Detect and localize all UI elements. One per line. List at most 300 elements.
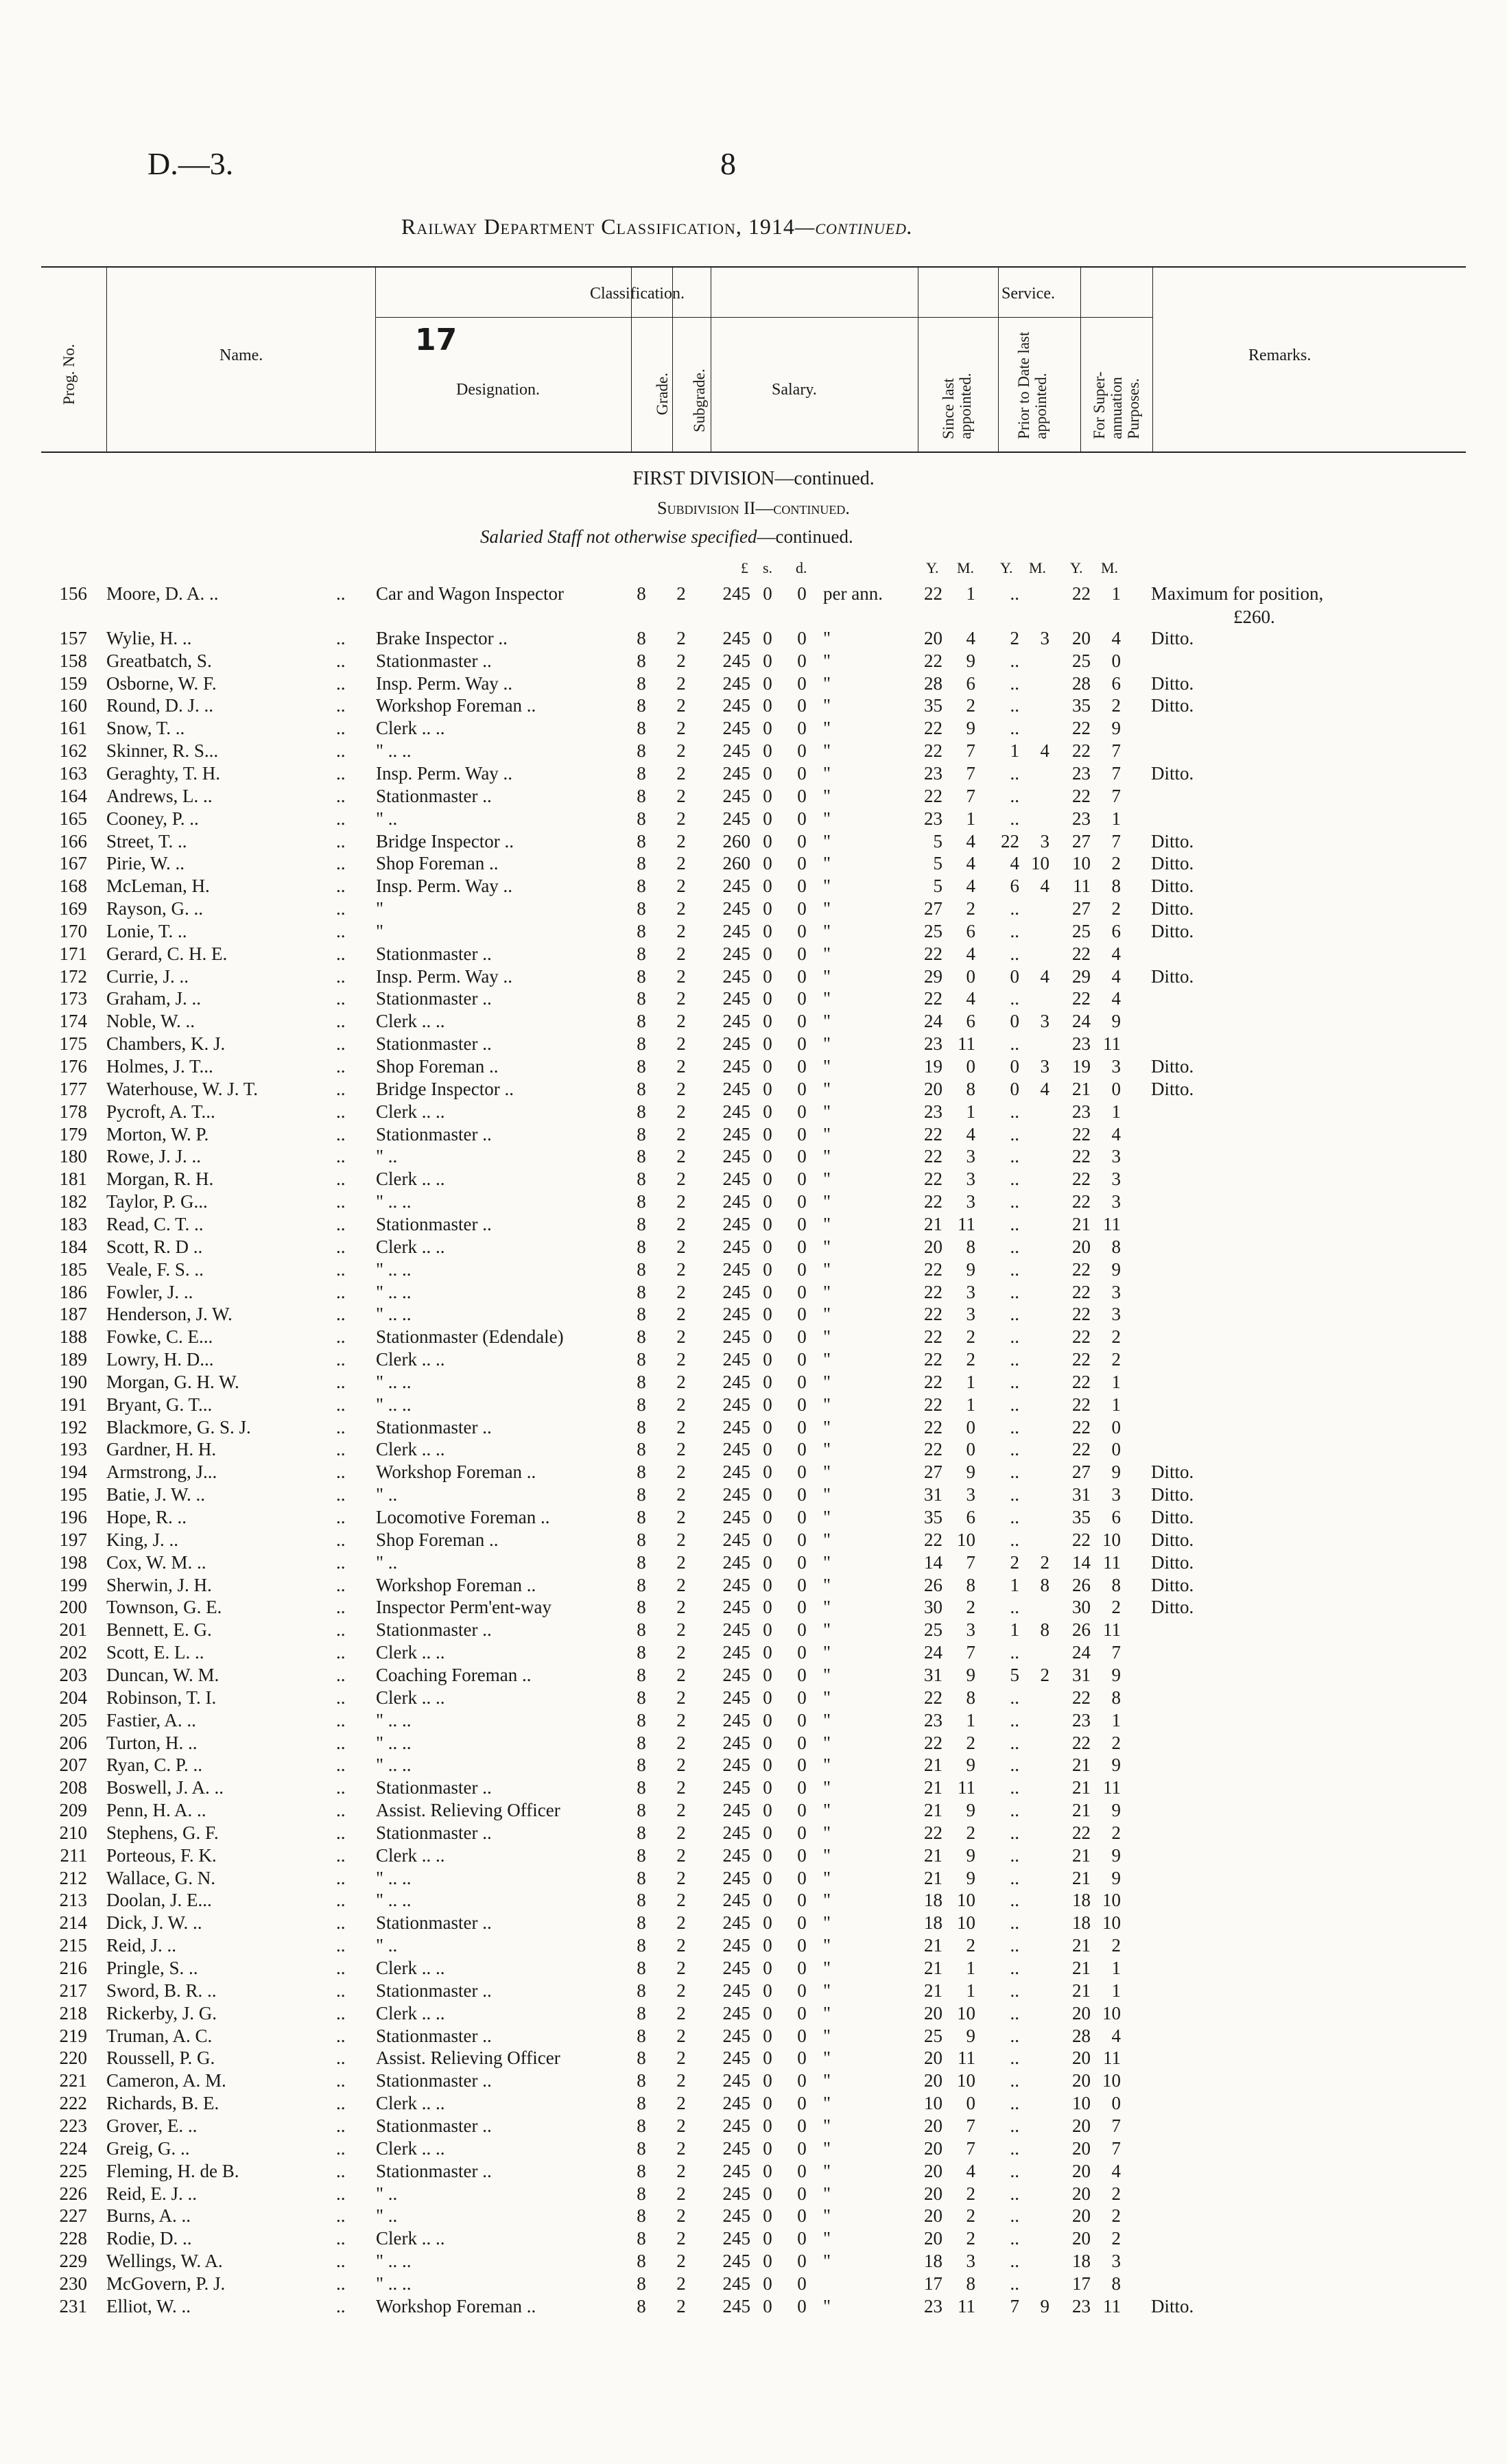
since-years-cell: 22	[924, 1439, 942, 1460]
since-years-cell: 23	[924, 2295, 942, 2316]
salary-pence-cell: 0	[797, 583, 807, 604]
super-months-cell: 10	[1102, 1529, 1121, 1550]
leader-dots-cell: ..	[336, 695, 346, 716]
grade-cell: 8	[637, 1416, 646, 1438]
name-cell: Gardner, H. H.	[106, 1439, 217, 1460]
subgrade-cell: 2	[676, 1777, 686, 1798]
since-years-cell: 20	[924, 2070, 942, 2091]
subdivision-heading: Subdivision II—continued.	[657, 498, 850, 518]
prog-no-cell: 191	[59, 1394, 87, 1415]
super-years-cell: 22	[1072, 1304, 1091, 1325]
prog-no-cell: 184	[59, 1236, 87, 1257]
super-months-cell: 1	[1111, 1958, 1121, 1978]
super-years-cell: 18	[1072, 1912, 1091, 1934]
grade-cell: 8	[637, 1258, 646, 1280]
since-years-cell: 22	[924, 1822, 942, 1843]
super-months-cell: 7	[1111, 1642, 1121, 1663]
divider	[998, 268, 999, 451]
leader-dots-cell: ..	[336, 1371, 346, 1392]
salary-pence-cell: 0	[797, 672, 807, 694]
designation-cell: Stationmaster ..	[376, 1912, 492, 1934]
subgrade-cell: 2	[676, 1800, 686, 1821]
super-years-cell: 26	[1072, 1619, 1091, 1641]
super-years-cell: 22	[1072, 1123, 1091, 1145]
super-years-cell: 21	[1072, 1800, 1091, 1821]
subgrade-cell: 2	[676, 1484, 686, 1505]
salary-period-cell: "	[823, 1146, 831, 1167]
prior-years-cell: ..	[1010, 1642, 1019, 1663]
since-months-cell: 1	[966, 583, 975, 604]
salary-shillings-cell: 0	[763, 1777, 772, 1798]
super-months-cell: 9	[1111, 1011, 1121, 1032]
prior-years-cell: 1	[1010, 1619, 1019, 1641]
prior-years-cell: 4	[1010, 853, 1019, 874]
prior-years-cell: 7	[1010, 2295, 1019, 2316]
prog-no-cell: 211	[60, 1844, 87, 1866]
subgrade-cell: 2	[676, 2115, 686, 2136]
prog-no-cell: 218	[59, 2002, 87, 2023]
leader-dots-cell: ..	[336, 1304, 346, 1325]
table-row	[0, 1844, 1507, 1867]
subgrade-cell: 2	[676, 1416, 686, 1438]
since-months-cell: 4	[966, 853, 975, 874]
table-header	[41, 266, 1466, 453]
grade-cell: 8	[637, 2048, 646, 2069]
subgrade-cell: 2	[676, 650, 686, 671]
grade-cell: 8	[637, 2228, 646, 2249]
name-cell: Turton, H. ..	[106, 1732, 198, 1753]
divider	[918, 317, 1152, 318]
salary-period-cell: "	[823, 1980, 831, 2001]
prog-no-cell: 181	[59, 1169, 87, 1190]
salary-pounds-cell: 245	[722, 2002, 750, 2023]
designation-cell: " ..	[376, 808, 398, 829]
title-main: Railway Department Classification, 1914	[401, 214, 795, 239]
super-years-cell: 22	[1072, 1281, 1091, 1302]
since-years-cell: 22	[924, 1732, 942, 1753]
since-years-cell: 22	[924, 1123, 942, 1145]
table-row	[0, 2091, 1507, 2115]
super-months-cell: 4	[1111, 627, 1121, 648]
table-row	[0, 2182, 1507, 2205]
prog-no-cell: 220	[59, 2048, 87, 2069]
salary-pounds-cell: 245	[722, 718, 750, 739]
subgrade-cell: 2	[676, 1326, 686, 1348]
table-row	[0, 1438, 1507, 1461]
prior-years-cell: ..	[1010, 2228, 1019, 2249]
since-years-cell: 22	[924, 1349, 942, 1370]
prior-years-cell: ..	[1010, 1732, 1019, 1753]
salary-pence-cell: 0	[797, 1597, 807, 1618]
prog-no-cell: 159	[59, 672, 87, 694]
since-months-cell: 9	[966, 1664, 975, 1685]
leader-dots-cell: ..	[336, 1507, 346, 1527]
prior-years-cell: ..	[1010, 695, 1019, 716]
super-months-cell: 8	[1111, 1236, 1121, 1257]
grade-cell: 8	[637, 1349, 646, 1370]
super-years-cell: 21	[1072, 1777, 1091, 1798]
table-row	[0, 1258, 1507, 1281]
salary-pence-cell: 0	[797, 1642, 807, 1663]
leader-dots-cell: ..	[336, 1281, 346, 1302]
salary-shillings-cell: 0	[763, 1732, 772, 1753]
grade-cell: 8	[637, 1709, 646, 1730]
super-months-cell: 4	[1111, 965, 1121, 987]
subgrade-cell: 2	[676, 1574, 686, 1595]
grade-cell: 8	[637, 1033, 646, 1055]
salary-pounds-cell: 245	[722, 1258, 750, 1280]
subgrade-cell: 2	[676, 1033, 686, 1055]
leader-dots-cell: ..	[336, 1709, 346, 1730]
salary-period-cell: "	[823, 965, 831, 987]
salary-shillings-cell: 0	[763, 785, 772, 806]
since-months-cell: 9	[966, 650, 975, 671]
salary-period-cell: "	[823, 2002, 831, 2023]
prior-years-cell: ..	[1010, 1416, 1019, 1438]
staff-heading-italic: Salaried Staff not otherwise specified	[480, 526, 757, 547]
salary-pounds-cell: 245	[722, 1281, 750, 1302]
leader-dots-cell: ..	[336, 740, 346, 762]
table-row	[0, 1460, 1507, 1483]
name-cell: Blackmore, G. S. J.	[106, 1416, 251, 1438]
since-years-cell: 27	[924, 1462, 942, 1483]
since-years-cell: 20	[924, 2002, 942, 2023]
designation-cell: Car and Wagon Inspector	[376, 583, 564, 604]
leader-dots-cell: ..	[336, 2115, 346, 2136]
name-cell: Armstrong, J...	[106, 1462, 217, 1483]
table-row	[0, 1280, 1507, 1304]
since-months-cell: 2	[966, 2183, 975, 2204]
super-years-cell: 22	[1072, 718, 1091, 739]
super-years-cell: 22	[1072, 1529, 1091, 1550]
salary-pounds-cell: 245	[722, 876, 750, 897]
prog-no-cell: 177	[59, 1078, 87, 1099]
leader-dots-cell: ..	[336, 1619, 346, 1641]
prog-no-cell: 165	[59, 808, 87, 829]
super-years-cell: 35	[1072, 695, 1091, 716]
since-years-cell: 20	[924, 1078, 942, 1099]
prog-no-cell: 195	[59, 1484, 87, 1505]
salary-pence-cell: 0	[797, 1484, 807, 1505]
subgrade-cell: 2	[676, 988, 686, 1009]
designation-cell: Shop Foreman ..	[376, 1529, 499, 1550]
subgrade-cell: 2	[676, 740, 686, 762]
subgrade-cell: 2	[676, 1011, 686, 1032]
leader-dots-cell: ..	[336, 1867, 346, 1888]
prog-no-cell: 225	[59, 2160, 87, 2181]
name-cell: Hope, R. ..	[106, 1507, 187, 1527]
table-row	[0, 1190, 1507, 1213]
salary-pence-cell: 0	[797, 2251, 807, 2272]
prog-no-cell: 216	[59, 1958, 87, 1978]
designation-cell: Stationmaster ..	[376, 1123, 492, 1145]
since-months-cell: 4	[966, 830, 975, 852]
table-row	[0, 830, 1507, 853]
grade-cell: 8	[637, 1326, 646, 1348]
salary-pence-cell: 0	[797, 988, 807, 1009]
salary-period-cell: "	[823, 2025, 831, 2046]
table-row	[0, 897, 1507, 920]
leader-dots-cell: ..	[336, 1394, 346, 1415]
salary-pence-cell: 0	[797, 1935, 807, 1956]
leader-dots-cell: ..	[336, 1439, 346, 1460]
super-years-cell: 22	[1072, 1169, 1091, 1190]
prior-years-cell: ..	[1010, 1439, 1019, 1460]
prior-years-cell: ..	[1010, 2273, 1019, 2294]
since-months-cell: 1	[966, 1394, 975, 1415]
salary-pounds-cell: 245	[722, 1980, 750, 2001]
salary-shillings-cell: 0	[763, 1169, 772, 1190]
designation-cell: Stationmaster ..	[376, 650, 492, 671]
leader-dots-cell: ..	[336, 830, 346, 852]
salary-period-cell: "	[823, 740, 831, 762]
grade-cell: 8	[637, 1191, 646, 1212]
prior-years-cell: ..	[1010, 920, 1019, 941]
prog-no-cell: 206	[59, 1732, 87, 1753]
salary-shillings-cell: 0	[763, 2025, 772, 2046]
super-months-cell: 6	[1111, 1507, 1121, 1527]
grade-cell: 8	[637, 1777, 646, 1798]
salary-period-cell: "	[823, 1912, 831, 1934]
since-years-cell: 35	[924, 695, 942, 716]
name-cell: Noble, W. ..	[106, 1011, 195, 1032]
since-months-cell: 7	[966, 2137, 975, 2159]
super-years-cell: 22	[1072, 1394, 1091, 1415]
super-months-cell: 2	[1111, 898, 1121, 919]
table-row	[0, 2114, 1507, 2137]
subgrade-cell: 2	[676, 627, 686, 648]
salary-pence-cell: 0	[797, 1732, 807, 1753]
since-months-cell: 7	[966, 2115, 975, 2136]
super-months-cell: 1	[1111, 808, 1121, 829]
leader-dots-cell: ..	[336, 1822, 346, 1843]
prog-no-cell: 171	[59, 943, 87, 964]
super-months-cell: 9	[1111, 1462, 1121, 1483]
table-row	[0, 1753, 1507, 1776]
super-months-cell: 10	[1102, 1912, 1121, 1934]
salary-pounds-cell: 245	[722, 1709, 750, 1730]
salary-period-cell: "	[823, 1462, 831, 1483]
salary-period-cell: "	[823, 876, 831, 897]
designation-cell: Insp. Perm. Way ..	[376, 965, 513, 987]
leader-dots-cell: ..	[336, 1755, 346, 1776]
since-months-cell: 8	[966, 1574, 975, 1595]
salary-pence-cell: 0	[797, 943, 807, 964]
salary-pence-cell: 0	[797, 762, 807, 784]
prior-years-cell: ..	[1010, 1484, 1019, 1505]
salary-pence-cell: 0	[797, 2160, 807, 2181]
since-months-cell: 9	[966, 2025, 975, 2046]
salary-shillings-cell: 0	[763, 830, 772, 852]
salary-shillings-cell: 0	[763, 2070, 772, 2091]
remarks-cell: Ditto.	[1151, 1078, 1194, 1099]
salary-pence-cell: 0	[797, 1416, 807, 1438]
super-years-cell: 14	[1072, 1551, 1091, 1573]
leader-dots-cell: ..	[336, 650, 346, 671]
prog-no-cell: 223	[59, 2115, 87, 2136]
grade-cell: 8	[637, 2093, 646, 2114]
salary-period-cell: "	[823, 1732, 831, 1753]
grade-cell: 8	[637, 1507, 646, 1527]
salary-pounds-cell: 245	[722, 2273, 750, 2294]
super-months-cell: 0	[1111, 650, 1121, 671]
salary-pence-cell: 0	[797, 1958, 807, 1978]
table-row	[0, 1302, 1507, 1326]
designation-cell: " .. ..	[376, 1867, 412, 1888]
grade-cell: 8	[637, 1732, 646, 1753]
name-cell: Wylie, H. ..	[106, 627, 192, 648]
salary-pence-cell: 0	[797, 1349, 807, 1370]
since-years-cell: 30	[924, 1597, 942, 1618]
salary-pounds-cell: 245	[722, 1213, 750, 1234]
subgrade-cell: 2	[676, 2295, 686, 2316]
name-cell: Cox, W. M. ..	[106, 1551, 206, 1573]
prior-years-cell: ..	[1010, 1326, 1019, 1348]
since-years-cell: 20	[924, 2205, 942, 2227]
name-cell: Lowry, H. D...	[106, 1349, 214, 1370]
leader-dots-cell: ..	[336, 785, 346, 806]
salary-shillings-cell: 0	[763, 1191, 772, 1212]
salary-period-cell: "	[823, 1394, 831, 1415]
salary-shillings-cell: 0	[763, 650, 772, 671]
leader-dots-cell: ..	[336, 1191, 346, 1212]
since-months-cell: 10	[957, 1912, 975, 1934]
super-years-cell: 27	[1072, 1462, 1091, 1483]
salary-period-cell: "	[823, 830, 831, 852]
super-years-cell: 17	[1072, 2273, 1091, 2294]
salary-pence-cell: 0	[797, 1394, 807, 1415]
leader-dots-cell: ..	[336, 2070, 346, 2091]
designation-cell: Clerk .. ..	[376, 1958, 445, 1978]
since-months-cell: 1	[966, 1958, 975, 1978]
since-years-cell: 5	[933, 876, 942, 897]
salary-period-cell: "	[823, 1484, 831, 1505]
table-row	[0, 649, 1507, 672]
super-years-cell: 21	[1072, 1980, 1091, 2001]
grade-cell: 8	[637, 1687, 646, 1708]
grade-cell: 8	[637, 965, 646, 987]
super-months-cell: 2	[1111, 1597, 1121, 1618]
name-cell: Henderson, J. W.	[106, 1304, 233, 1325]
since-months-cell: 11	[958, 2048, 975, 2069]
super-months-cell: 4	[1111, 2160, 1121, 2181]
designation-cell: Clerk .. ..	[376, 2137, 445, 2159]
since-months-cell: 10	[957, 2002, 975, 2023]
remarks-cell: Ditto.	[1151, 1551, 1194, 1573]
table-row	[0, 919, 1507, 943]
super-years-cell: 10	[1072, 853, 1091, 874]
salary-shillings-cell: 0	[763, 695, 772, 716]
prior-years-cell: ..	[1010, 1755, 1019, 1776]
remarks-cell: Ditto.	[1151, 672, 1194, 694]
prior-years-cell: ..	[1010, 1281, 1019, 1302]
table-row	[0, 1077, 1507, 1101]
salary-pounds-cell: 245	[722, 808, 750, 829]
leader-dots-cell: ..	[336, 920, 346, 941]
salary-shillings-cell: 0	[763, 2295, 772, 2316]
salary-pounds-cell: 245	[722, 1935, 750, 1956]
salary-pounds-cell: 245	[722, 1304, 750, 1325]
leader-dots-cell: ..	[336, 2025, 346, 2046]
designation-cell: Inspector Perm'ent-way	[376, 1597, 552, 1618]
prior-years-cell: ..	[1010, 1169, 1019, 1190]
table-row	[0, 739, 1507, 762]
salary-pence-cell: 0	[797, 1529, 807, 1550]
super-years-cell: 27	[1072, 898, 1091, 919]
subgrade-cell: 2	[676, 965, 686, 987]
prior-months-cell: 4	[1040, 965, 1049, 987]
salary-pounds-cell: 245	[722, 1574, 750, 1595]
since-months-cell: 7	[966, 762, 975, 784]
name-cell: Veale, F. S. ..	[106, 1258, 204, 1280]
salary-shillings-cell: 0	[763, 1867, 772, 1888]
salary-pounds-cell: 245	[722, 2025, 750, 2046]
since-years-cell: 19	[924, 1056, 942, 1077]
subgrade-cell: 2	[676, 853, 686, 874]
grade-cell: 8	[637, 1304, 646, 1325]
subgrade-cell: 2	[676, 1935, 686, 1956]
grade-cell: 8	[637, 1394, 646, 1415]
table-row	[0, 1505, 1507, 1529]
name-cell: Grover, E. ..	[106, 2115, 198, 2136]
since-years-cell: 5	[933, 830, 942, 852]
designation-cell: Stationmaster ..	[376, 1416, 492, 1438]
salary-pounds-cell: 245	[722, 650, 750, 671]
super-months-cell: 0	[1111, 2093, 1121, 2114]
prog-no-cell: 204	[59, 1687, 87, 1708]
salary-shillings-cell: 0	[763, 2160, 772, 2181]
salary-shillings-cell: 0	[763, 1935, 772, 1956]
salary-pence-cell: 0	[797, 1169, 807, 1190]
prior-years-cell: ..	[1010, 1349, 1019, 1370]
salary-pence-cell: 0	[797, 1326, 807, 1348]
table-row	[0, 1032, 1507, 1055]
name-cell: Fowke, C. E...	[106, 1326, 213, 1348]
salary-pence-cell: 0	[797, 2205, 807, 2227]
salary-shillings-cell: 0	[763, 2183, 772, 2204]
salary-pence-cell: 0	[797, 1078, 807, 1099]
super-years-cell: 31	[1072, 1484, 1091, 1505]
prog-no-cell: 197	[59, 1529, 87, 1550]
subgrade-cell: 2	[676, 1709, 686, 1730]
table-row	[0, 2227, 1507, 2250]
name-cell: Burns, A. ..	[106, 2205, 191, 2227]
leader-dots-cell: ..	[336, 1844, 346, 1866]
super-months-cell: 11	[1103, 2295, 1121, 2316]
name-cell: Rowe, J. J. ..	[106, 1146, 202, 1167]
table-row	[0, 2002, 1507, 2025]
since-years-cell: 22	[924, 1371, 942, 1392]
grade-cell: 8	[637, 1980, 646, 2001]
prog-no-cell: 201	[59, 1619, 87, 1641]
salary-pence-cell: 0	[797, 1281, 807, 1302]
table-row	[0, 2249, 1507, 2273]
leader-dots-cell: ..	[336, 1123, 346, 1145]
salary-pounds-cell: 245	[722, 1011, 750, 1032]
unit-m2: M.	[1029, 559, 1047, 576]
since-years-cell: 25	[924, 1619, 942, 1641]
super-months-cell: 3	[1111, 1146, 1121, 1167]
prog-no-cell: 188	[59, 1326, 87, 1348]
name-cell: Rayson, G. ..	[106, 898, 203, 919]
prior-years-cell: 22	[1001, 830, 1019, 852]
prior-years-cell: ..	[1010, 1304, 1019, 1325]
salary-period-cell: "	[823, 695, 831, 716]
salary-pence-cell: 0	[797, 1800, 807, 1821]
salary-period-cell: "	[823, 1123, 831, 1145]
name-cell: Read, C. T. ..	[106, 1213, 204, 1234]
subgrade-cell: 2	[676, 1056, 686, 1077]
